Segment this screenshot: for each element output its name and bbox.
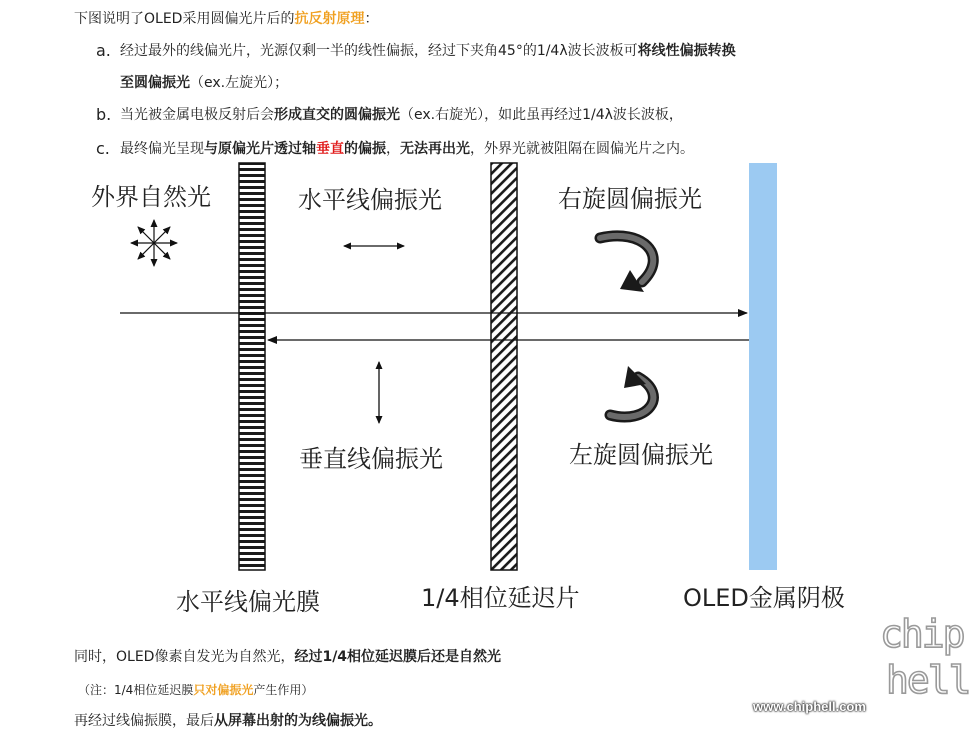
step-a-bold2: 至圆偏振光 <box>120 75 190 91</box>
step-c-bold: 与原偏光片透过轴 <box>204 141 316 157</box>
label-left-circular: 左旋圆偏振光 <box>569 441 713 469</box>
label-horizontal-polarized: 水平线偏振光 <box>298 186 442 214</box>
step-c-text: 最终偏光呈现 <box>120 141 204 157</box>
intro-colon: ： <box>364 11 379 27</box>
step-c-comma: ， <box>386 141 400 157</box>
footer-line3-bold: 从屏幕出射的为线偏振光。 <box>214 713 382 729</box>
label-natural-light: 外界自然光 <box>91 183 211 211</box>
natural-light-icon <box>131 220 177 266</box>
step-b-bold: 形成直交的圆偏振光 <box>274 107 400 123</box>
label-retarder: 1/4相位延迟片 <box>421 584 580 612</box>
step-c-bold2: 的偏振 <box>344 141 386 157</box>
step-c-bold3: 无法再出光 <box>400 141 470 157</box>
oled-cathode <box>749 163 777 570</box>
footer-note-text: （注：1/4相位延迟膜 <box>78 683 194 697</box>
step-a-example: （ex.左旋光）； <box>190 75 289 91</box>
step-c-rest: ，外界光就被阻隔在圆偏光片之内。 <box>470 141 694 157</box>
label-cathode: OLED金属阴极 <box>683 584 845 612</box>
intro-highlight: 抗反射原理 <box>294 11 365 27</box>
left-circular-arrow-icon <box>610 366 653 417</box>
label-right-circular: 右旋圆偏振光 <box>558 185 702 213</box>
label-polarizer-film: 水平线偏光膜 <box>176 588 320 616</box>
retarder-plate <box>491 163 517 570</box>
step-a-bold: 将线性偏振转换 <box>637 43 736 59</box>
step-b-marker: b. <box>96 105 112 124</box>
footer-note-highlight: 只对偏振光 <box>193 683 254 697</box>
step-a-marker: a. <box>96 41 111 60</box>
step-a-text: 经过最外的线偏光片，光源仅剩一半的线性偏振，经过下夹角45°的1/4λ波长波板可 <box>120 43 638 59</box>
step-b-text: 当光被金属电极反射后会 <box>120 107 274 123</box>
watermark-logo-top: chip <box>880 612 964 656</box>
intro-text: 下图说明了OLED采用圆偏光片后的 <box>74 11 295 27</box>
watermark-logo-bottom: hell <box>886 658 970 702</box>
footer-note <box>78 681 313 699</box>
label-vertical-polarized: 垂直线偏振光 <box>299 445 443 473</box>
step-c-red: 垂直 <box>316 141 344 157</box>
watermark-url: www.chiphell.com <box>753 699 866 714</box>
footer-line3 <box>74 711 382 731</box>
footer-line1 <box>74 647 501 667</box>
footer-line1-text: 同时，OLED像素自发光为自然光， <box>74 649 295 665</box>
right-circular-arrow-icon <box>600 236 653 292</box>
polarizer-film <box>239 163 265 570</box>
footer-line3-text: 再经过线偏振膜，最后 <box>74 713 214 729</box>
step-b-rest: （ex.右旋光），如此虽再经过1/4λ波长波板， <box>400 107 683 123</box>
footer-note-rest: 产生作用） <box>253 683 314 697</box>
footer-line1-bold: 经过1/4相位延迟膜后还是自然光 <box>294 649 502 665</box>
step-c-marker: c. <box>96 139 110 158</box>
